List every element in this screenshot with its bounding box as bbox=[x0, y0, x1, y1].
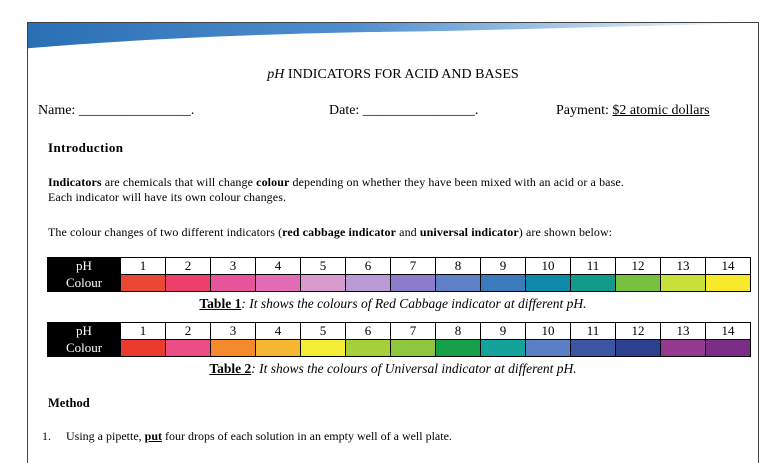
document-page bbox=[27, 22, 759, 463]
table-1-caption-text: : It shows the colours of Red Cabbage indicator at different pH. bbox=[241, 296, 587, 311]
indicators-paragraph bbox=[48, 225, 740, 240]
ph-cell: 7 bbox=[391, 258, 436, 275]
colour-swatch bbox=[571, 340, 616, 357]
ph-cell: 4 bbox=[256, 323, 301, 340]
ph-cell: 6 bbox=[346, 323, 391, 340]
ph-cell: 3 bbox=[211, 258, 256, 275]
colour-swatch bbox=[481, 340, 526, 357]
colour-swatch bbox=[166, 275, 211, 292]
ph-cell: 13 bbox=[661, 323, 706, 340]
ind-bold-red-cabbage: red cabbage indicator bbox=[282, 225, 397, 239]
name-label: Name: bbox=[38, 103, 76, 118]
colour-swatch bbox=[436, 340, 481, 357]
colour-swatch bbox=[436, 275, 481, 292]
ph-cell: 14 bbox=[706, 258, 751, 275]
colour-swatch bbox=[301, 275, 346, 292]
ind-text-1: The colour changes of two different indicators ( bbox=[48, 225, 283, 239]
ph-cell: 9 bbox=[481, 258, 526, 275]
colour-row-label: Colour bbox=[48, 340, 121, 357]
universal-indicator-table bbox=[47, 322, 751, 357]
intro-paragraph bbox=[48, 175, 740, 205]
payment-label: Payment: bbox=[556, 103, 609, 118]
colour-swatch bbox=[706, 340, 751, 357]
intro-bold-indicators: Indicators bbox=[48, 175, 102, 189]
method-step-1 bbox=[42, 429, 452, 444]
header-banner bbox=[28, 23, 758, 51]
ph-row bbox=[48, 323, 751, 340]
ph-cell: 1 bbox=[121, 323, 166, 340]
colour-swatch bbox=[391, 340, 436, 357]
ph-row-label: pH bbox=[48, 323, 121, 340]
step-text-1: Using a pipette, bbox=[66, 429, 145, 443]
colour-swatch bbox=[121, 275, 166, 292]
title-text: INDICATORS FOR ACID AND BASES bbox=[287, 67, 519, 82]
ph-cell: 8 bbox=[436, 323, 481, 340]
intro-text-2: depending on whether they have been mixed with an acid or a base. bbox=[289, 175, 624, 189]
colour-swatch bbox=[616, 275, 661, 292]
colour-swatch bbox=[166, 340, 211, 357]
ph-cell: 2 bbox=[166, 323, 211, 340]
table-2-label: Table 2 bbox=[209, 361, 252, 376]
colour-swatch bbox=[526, 275, 571, 292]
ph-cell: 12 bbox=[616, 323, 661, 340]
colour-row-label: Colour bbox=[48, 275, 121, 292]
date-label: Date: bbox=[329, 103, 360, 118]
ph-cell: 7 bbox=[391, 323, 436, 340]
ind-text-3: ) are shown below: bbox=[518, 225, 613, 239]
red-cabbage-table bbox=[47, 257, 751, 292]
date-blank[interactable]: ________________. bbox=[362, 103, 479, 118]
table-2-caption bbox=[28, 361, 758, 377]
table-2-caption-text: : It shows the colours of Universal indicator at different pH. bbox=[251, 361, 577, 376]
ph-cell: 12 bbox=[616, 258, 661, 275]
page-title bbox=[28, 67, 758, 83]
colour-swatch bbox=[526, 340, 571, 357]
ph-row bbox=[48, 258, 751, 275]
ind-bold-universal: universal indicator bbox=[419, 225, 519, 239]
ph-cell: 5 bbox=[301, 323, 346, 340]
title-ph: pH bbox=[267, 67, 285, 82]
intro-line-2: Each indicator will have its own colour changes. bbox=[48, 190, 287, 204]
name-field[interactable] bbox=[38, 103, 194, 119]
ph-cell: 13 bbox=[661, 258, 706, 275]
ph-row-label: pH bbox=[48, 258, 121, 275]
colour-swatch bbox=[211, 340, 256, 357]
colour-swatch bbox=[346, 275, 391, 292]
ph-cell: 6 bbox=[346, 258, 391, 275]
colour-swatch bbox=[211, 275, 256, 292]
colour-swatch bbox=[256, 275, 301, 292]
ph-cell: 4 bbox=[256, 258, 301, 275]
ph-cell: 10 bbox=[526, 323, 571, 340]
ph-cell: 8 bbox=[436, 258, 481, 275]
intro-bold-colour: colour bbox=[256, 175, 290, 189]
payment-field bbox=[556, 103, 710, 119]
colour-swatch bbox=[121, 340, 166, 357]
ph-cell: 11 bbox=[571, 258, 616, 275]
colour-swatch bbox=[346, 340, 391, 357]
ph-cell: 2 bbox=[166, 258, 211, 275]
ph-cell: 11 bbox=[571, 323, 616, 340]
colour-swatch bbox=[301, 340, 346, 357]
step-text-2: four drops of each solution in an empty well of a well plate. bbox=[162, 429, 452, 443]
ph-cell: 5 bbox=[301, 258, 346, 275]
colour-swatch bbox=[256, 340, 301, 357]
colour-swatch bbox=[661, 340, 706, 357]
table-1-label: Table 1 bbox=[199, 296, 242, 311]
step-bold-put: put bbox=[144, 429, 162, 443]
colour-swatch bbox=[391, 275, 436, 292]
colour-swatch bbox=[481, 275, 526, 292]
method-heading: Method bbox=[48, 396, 90, 410]
colour-swatch bbox=[616, 340, 661, 357]
payment-value: $2 atomic dollars bbox=[612, 103, 710, 118]
ph-cell: 10 bbox=[526, 258, 571, 275]
date-field[interactable] bbox=[329, 103, 478, 119]
ph-cell: 9 bbox=[481, 323, 526, 340]
ph-cell: 3 bbox=[211, 323, 256, 340]
intro-text-1: are chemicals that will change bbox=[101, 175, 257, 189]
colour-swatch bbox=[661, 275, 706, 292]
step-number: 1. bbox=[42, 429, 51, 443]
table-1-caption bbox=[28, 296, 758, 312]
colour-row bbox=[48, 275, 751, 292]
introduction-heading: Introduction bbox=[48, 140, 124, 155]
colour-swatch bbox=[571, 275, 616, 292]
ph-cell: 14 bbox=[706, 323, 751, 340]
ph-cell: 1 bbox=[121, 258, 166, 275]
name-blank[interactable]: ________________. bbox=[78, 103, 195, 118]
colour-swatch bbox=[706, 275, 751, 292]
ind-text-2: and bbox=[396, 225, 420, 239]
colour-row bbox=[48, 340, 751, 357]
